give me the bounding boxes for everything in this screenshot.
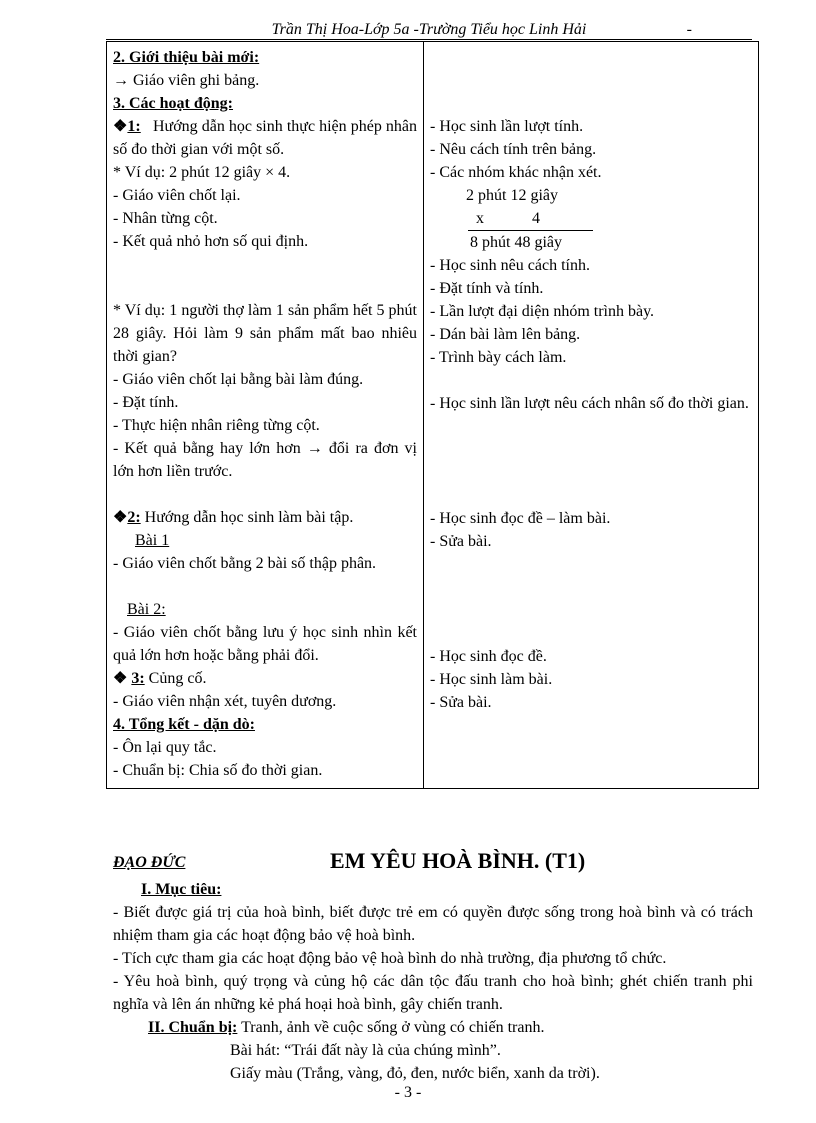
header-rule <box>106 39 752 40</box>
text-line: - Lần lượt đại diện nhóm trình bày. <box>430 303 655 320</box>
calc-result: 8 phút 48 giây <box>470 234 562 251</box>
text-line: - Giáo viên chốt bằng 2 bài số thập phân. <box>113 555 377 572</box>
text-line: - Học sinh làm bài. <box>430 671 553 688</box>
calc-top: 2 phút 12 giây <box>466 187 558 204</box>
text-line: - Trình bày cách làm. <box>430 349 567 366</box>
section-3-title: 3. Các hoạt động: <box>113 95 234 112</box>
preparation-item: Bài hát: “Trái đất này là của chúng mình”. <box>230 1042 501 1059</box>
diamond-bullet-icon: ❖ <box>113 670 128 687</box>
objective-paragraph: - Biết được giá trị của hoà bình, biết được trẻ em có quyền được sống trong hoà bình và có trách nhiệm tham gia các hoạt động bảo vệ hoà bình. <box>113 904 753 944</box>
table-row <box>107 42 759 789</box>
diamond-bullet-icon: ❖ <box>113 118 128 135</box>
text-line: - Giáo viên chốt bằng lưu ý học sinh nhìn kết quả lớn hơn hoặc bằng phải đổi. <box>113 624 417 664</box>
text-line: - Nhân từng cột. <box>113 210 218 227</box>
text-line: - Học sinh nêu cách tính. <box>430 257 590 274</box>
text-line: - Đặt tính và tính. <box>430 280 544 297</box>
text-line: - Dán bài làm lên bảng. <box>430 326 581 343</box>
text-line: → Giáo viên ghi bảng. <box>113 72 260 89</box>
activity-2: ❖2: Hướng dẫn học sinh làm bài tập. <box>113 509 354 526</box>
lesson-table <box>106 41 759 789</box>
objective-paragraph: - Tích cực tham gia các hoạt động bảo vệ hoà bình do nhà trường, địa phương tổ chức. <box>113 950 667 967</box>
example-1: * Ví dụ: 2 phút 12 giây × 4. <box>113 164 291 181</box>
objectives-heading: I. Mục tiêu: <box>141 881 222 898</box>
text-line: - Nêu cách tính trên bảng. <box>430 141 597 158</box>
exercise-1-label: Bài 1 <box>135 532 170 549</box>
section-2-title: 2. Giới thiệu bài mới: <box>113 49 260 66</box>
text-line: - Các nhóm khác nhận xét. <box>430 164 602 181</box>
objective-paragraph: - Yêu hoà bình, quý trọng và củng hộ các dân tộc đấu tranh cho hoà bình; ghét chiến tranh phi nghĩa và lên án những kẻ phá hoại hoà bình, gây chiến tranh. <box>113 973 753 1013</box>
activity-3: ❖ 3: Củng cố. <box>113 670 207 687</box>
header-dash: - <box>686 21 692 38</box>
preparation-item: Giấy màu (Trắng, vàng, đỏ, đen, nước biển, xanh da trời). <box>230 1065 600 1082</box>
text-line: - Học sinh đọc đề – làm bài. <box>430 510 611 527</box>
preparation-heading: II. Chuẩn bị: <box>148 1019 238 1036</box>
page-number: - 3 - <box>394 1084 422 1101</box>
activity-1: ❖1: Hướng dẫn học sinh thực hiện phép nhân số đo thời gian với một số. <box>113 118 418 158</box>
text-line: - Học sinh lần lượt nêu cách nhân số đo thời gian. <box>430 395 749 412</box>
text-line: - Ôn lại quy tắc. <box>113 739 217 756</box>
section-4-title: 4. Tổng kết - dặn dò: <box>113 716 255 733</box>
header-text: Trần Thị Hoa-Lớp 5a -Trường Tiểu học Linh Hải <box>271 21 587 38</box>
text-line: - Sửa bài. <box>430 533 492 550</box>
diamond-bullet-icon: ❖ <box>113 509 128 526</box>
calc-operator-row: x 4 <box>476 210 540 227</box>
lesson-title-row <box>113 848 753 878</box>
preparation-row: II. Chuẩn bị: Tranh, ảnh về cuộc sống ở vùng có chiến tranh. <box>148 1019 545 1036</box>
text-line: - Sửa bài. <box>430 694 492 711</box>
subject-label: ĐẠO ĐỨC <box>113 854 186 871</box>
text-line: - Kết quả nhỏ hơn số qui định. <box>113 233 309 250</box>
text-line: - Giáo viên nhận xét, tuyên dương. <box>113 693 337 710</box>
text-line: - Học sinh lần lượt tính. <box>430 118 584 135</box>
text-line: - Đặt tính. <box>113 394 179 411</box>
text-line: - Kết quả bằng hay lớn hơn → đổi ra đơn vị lớn hơn liền trước. <box>113 440 417 480</box>
text-line: - Giáo viên chốt lại. <box>113 187 241 204</box>
page-header <box>106 20 752 40</box>
teacher-activities-column <box>107 42 424 789</box>
text-line: - Học sinh đọc đề. <box>430 648 547 665</box>
exercise-2-label: Bài 2: <box>127 601 166 618</box>
example-2: * Ví dụ: 1 người thợ làm 1 sản phẩm hết 5 phút 28 giây. Hỏi làm 9 sản phẩm mất bao nhiêu thời gian? <box>113 302 417 365</box>
text-line: - Thực hiện nhân riêng từng cột. <box>113 417 320 434</box>
text-line: - Giáo viên chốt lại bằng bài làm đúng. <box>113 371 364 388</box>
lesson-body <box>113 878 753 1085</box>
student-activities-column <box>424 42 759 789</box>
lesson-title: EM YÊU HOÀ BÌNH. (T1) <box>330 848 586 873</box>
text-line: - Chuẩn bị: Chia số đo thời gian. <box>113 762 323 779</box>
